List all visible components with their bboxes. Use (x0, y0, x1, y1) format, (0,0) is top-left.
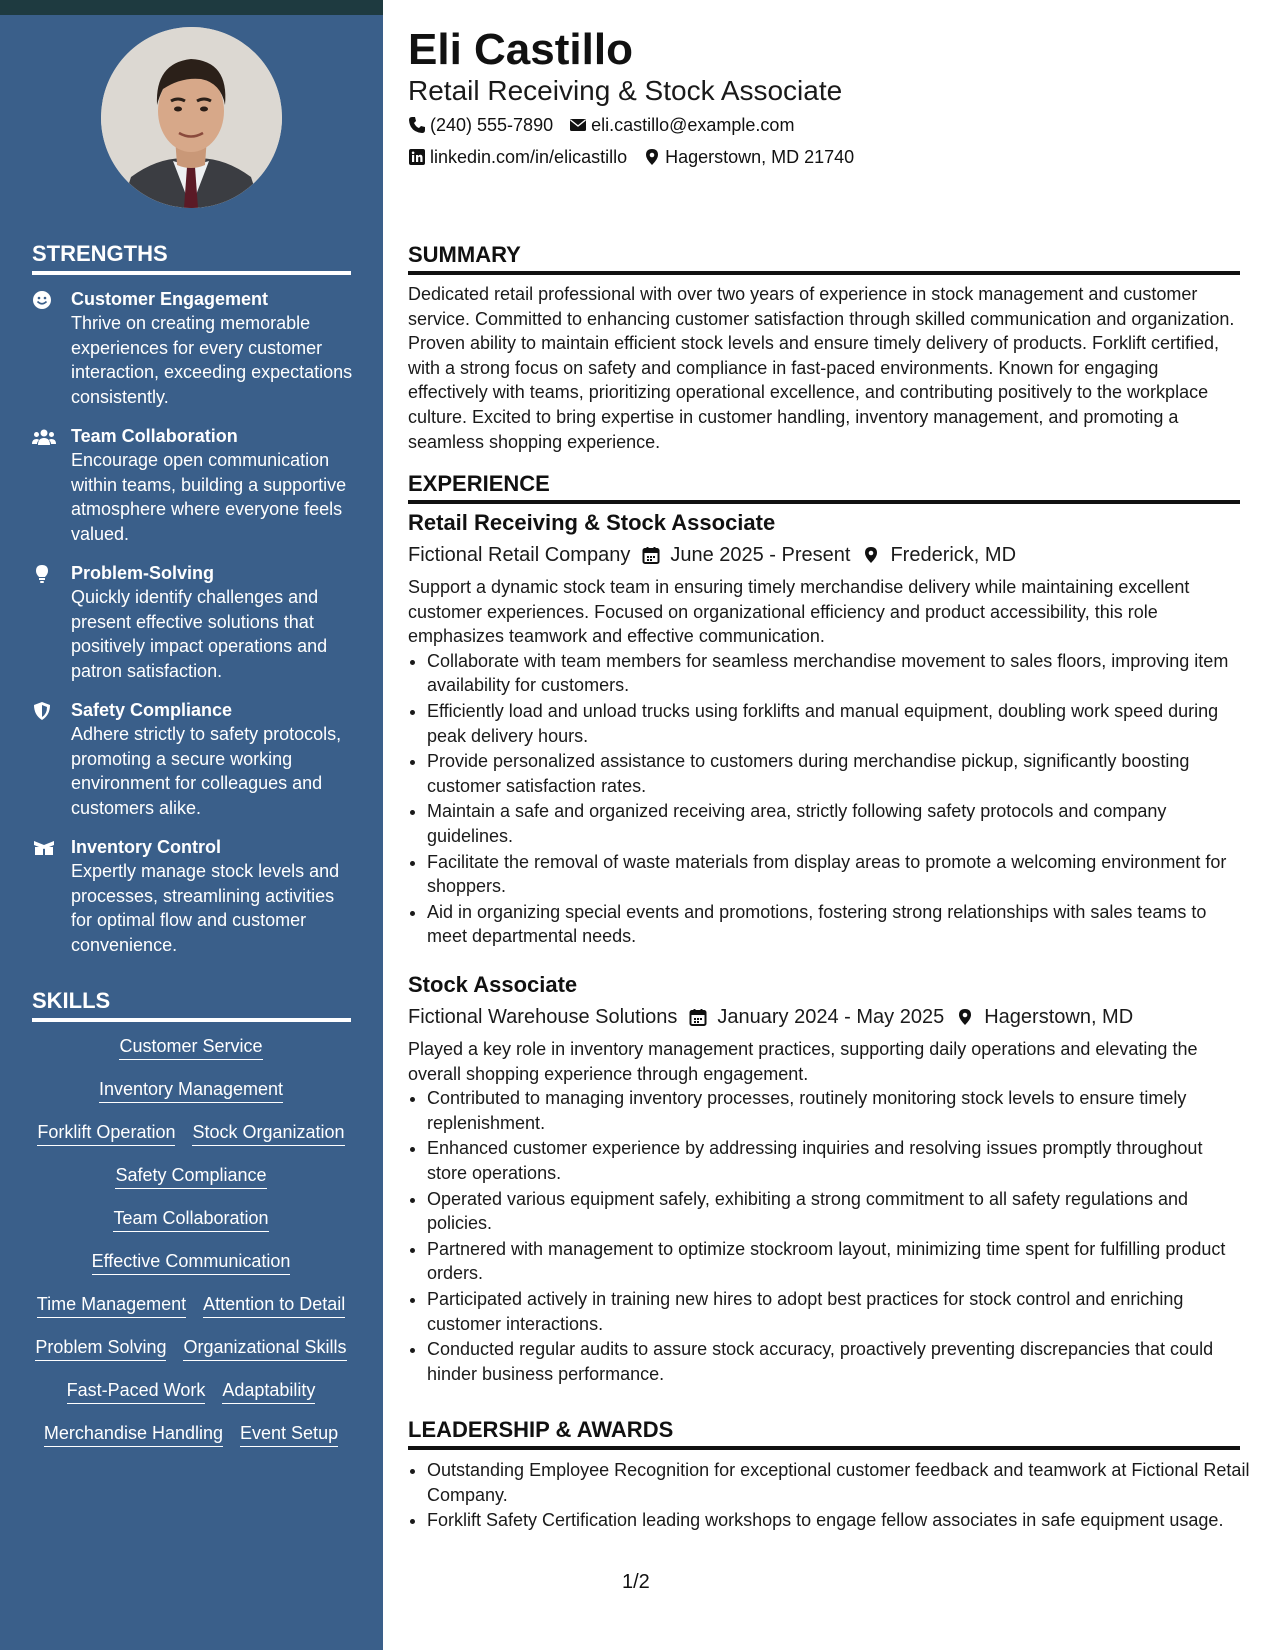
map-pin-icon (956, 1008, 974, 1026)
skill-chip: Organizational Skills (183, 1336, 346, 1361)
skill-chip: Time Management (37, 1293, 186, 1318)
envelope-icon (569, 116, 587, 134)
job-dates: June 2025 - Present (670, 544, 851, 566)
phone-text: (240) 555-7890 (430, 115, 554, 135)
map-pin-icon (862, 546, 880, 564)
skill-chip: Inventory Management (99, 1078, 283, 1103)
skill-chip: Effective Communication (92, 1250, 291, 1275)
shield-icon (32, 701, 52, 721)
contact-row-2 (408, 145, 870, 169)
job-location: Hagerstown, MD (984, 1006, 1134, 1028)
skill-chip: Fast-Paced Work (67, 1379, 206, 1404)
avatar (101, 27, 282, 208)
linkedin-text[interactable]: linkedin.com/in/elicastillo (430, 147, 628, 167)
person-name: Eli Castillo (408, 25, 633, 74)
job-bullet: • Operated various equipment safely, exhibiting a strong commitment to all safety regulations and policies. (427, 1187, 1240, 1236)
phone-icon (408, 116, 426, 134)
job-role: Retail Receiving & Stock Associate (408, 510, 776, 535)
skills-heading: SKILLS (32, 988, 351, 1022)
strengths-heading: STRENGTHS (32, 241, 351, 275)
linkedin-contact[interactable] (408, 145, 627, 169)
calendar-icon (642, 546, 660, 564)
job-bullets (408, 1086, 1240, 1386)
job-bullet: • Maintain a safe and organized receiving area, strictly following safety protocols and company guidelines. (427, 799, 1240, 848)
skill-chip: Forklift Operation (37, 1121, 175, 1146)
job-bullet: • Contributed to managing inventory processes, routinely monitoring stock levels to ensure timely replenishment. (427, 1086, 1240, 1135)
job-bullet: • Facilitate the removal of waste materials from display areas to promote a welcoming environment for shoppers. (427, 850, 1240, 899)
job-bullet: • Collaborate with team members for seamless merchandise movement to sales floors, improving item availability for customers. (427, 649, 1240, 698)
strength-desc: Expertly manage stock levels and processes, streamlining activities for optimal flow and customer convenience. (71, 861, 340, 955)
strength-item (32, 424, 354, 546)
person-title: Retail Receiving & Stock Associate (408, 75, 843, 106)
job-bullet: • Conducted regular audits to assure stock accuracy, proactively preventing discrepancies that could hinder business performance. (427, 1337, 1240, 1386)
job-bullet: • Enhanced customer experience by addressing inquiries and resolving issues promptly throughout store operations. (427, 1136, 1240, 1185)
job-location: Frederick, MD (890, 544, 1017, 566)
strength-desc: Quickly identify challenges and present effective solutions that positively impact operations and patron satisfaction. (71, 587, 328, 681)
sidebar-top-strip (0, 0, 383, 15)
skill-chip: Adaptability (222, 1379, 315, 1404)
skills-list (32, 1035, 350, 1447)
location-text: Hagerstown, MD 21740 (665, 147, 855, 167)
location-contact (643, 145, 854, 169)
skill-chip: Event Setup (240, 1422, 338, 1447)
skill-chip: Safety Compliance (115, 1164, 266, 1189)
job-dates: January 2024 - May 2025 (717, 1006, 945, 1028)
job-bullets (408, 649, 1240, 949)
boxes-icon (32, 838, 52, 858)
job-bullet: • Partnered with management to optimize stockroom layout, minimizing time spent for fulfilling product orders. (427, 1237, 1240, 1286)
skill-chip: Merchandise Handling (44, 1422, 223, 1447)
users-icon (32, 427, 52, 447)
strength-title: Team Collaboration (71, 426, 238, 446)
job-description: Support a dynamic stock team in ensuring timely merchandise delivery while maintaining excellent customer experiences. Focused on organizational efficiency and product accessibility, this role emphasizes teamwork and effective communication. (408, 577, 1190, 647)
contact-row (408, 113, 810, 137)
job-bullet: • Aid in organizing special events and promotions, fostering strong relationships with sales teams to meet departmental needs. (427, 900, 1240, 949)
map-pin-icon (643, 148, 661, 166)
phone-contact (408, 113, 553, 137)
job-role: Stock Associate (408, 972, 578, 997)
job-entry (408, 971, 1240, 1387)
email-text[interactable]: eli.castillo@example.com (591, 115, 795, 135)
job-bullet: • Participated actively in training new hires to adopt best practices for stock control and enriching customer interactions. (427, 1287, 1240, 1336)
awards-heading: LEADERSHIP & AWARDS (408, 1416, 1240, 1450)
job-description: Played a key role in inventory management practices, supporting daily operations and elevating the overall shopping experience through engagement. (408, 1039, 1198, 1084)
calendar-icon (689, 1008, 707, 1026)
email-contact[interactable] (569, 113, 794, 137)
job-meta (408, 541, 1240, 569)
strength-item (32, 698, 354, 820)
skill-chip: Team Collaboration (113, 1207, 268, 1232)
skill-chip: Attention to Detail (203, 1293, 345, 1318)
summary-text: Dedicated retail professional with over two years of experience in stock management and customer service. Committed to enhancing customer satisfaction through skilled communication and organization. Proven ability to maintain efficient stock levels and ensure timely delivery of products. Forklift certified, with a strong focus on safety and compliance in fast-paced environments. Known for engaging effectively with teams, prioritizing operational excellence, and contributing positively to the workplace culture. Excited to bring expertise in customer handling, inventory management, and promoting a seamless shopping experience. (408, 284, 1235, 452)
job-bullet: • Efficiently load and unload trucks using forklifts and manual equipment, doubling work speed during peak delivery hours. (427, 699, 1240, 748)
strength-item (32, 835, 354, 957)
skill-chip: Problem Solving (35, 1336, 166, 1361)
job-bullet: • Provide personalized assistance to customers during merchandise pickup, significantly boosting customer satisfaction rates. (427, 749, 1240, 798)
job-company: Fictional Retail Company (408, 544, 631, 566)
strength-item (32, 561, 354, 683)
experience-heading: EXPERIENCE (408, 470, 1240, 504)
skill-chip: Customer Service (119, 1035, 262, 1060)
linkedin-icon (408, 148, 426, 166)
strength-title: Customer Engagement (71, 289, 269, 309)
strength-desc: Thrive on creating memorable experiences for every customer interaction, exceeding expectations consistently. (71, 313, 353, 407)
strength-title: Safety Compliance (71, 700, 233, 720)
summary-heading: SUMMARY (408, 241, 1240, 275)
strengths-list (32, 287, 354, 972)
award-item: • Forklift Safety Certification leading workshops to engage fellow associates in safe equipment usage. (427, 1508, 1259, 1533)
skill-chip: Stock Organization (192, 1121, 344, 1146)
award-item: • Outstanding Employee Recognition for exceptional customer feedback and teamwork at Fictional Retail Company. (427, 1458, 1259, 1507)
page-number: 1/2 (622, 1571, 650, 1593)
strength-item (32, 287, 354, 409)
strength-desc: Encourage open communication within teams, building a supportive atmosphere where everyone feels valued. (71, 450, 347, 544)
job-entry (408, 509, 1240, 950)
job-meta (408, 1003, 1240, 1031)
strength-title: Problem-Solving (71, 563, 215, 583)
job-company: Fictional Warehouse Solutions (408, 1006, 678, 1028)
lightbulb-icon (32, 564, 52, 584)
strength-desc: Adhere strictly to safety protocols, promoting a secure working environment for colleagues and customers alike. (71, 724, 342, 818)
awards-list (408, 1458, 1259, 1534)
strength-title: Inventory Control (71, 837, 222, 857)
smile-icon (32, 290, 52, 310)
